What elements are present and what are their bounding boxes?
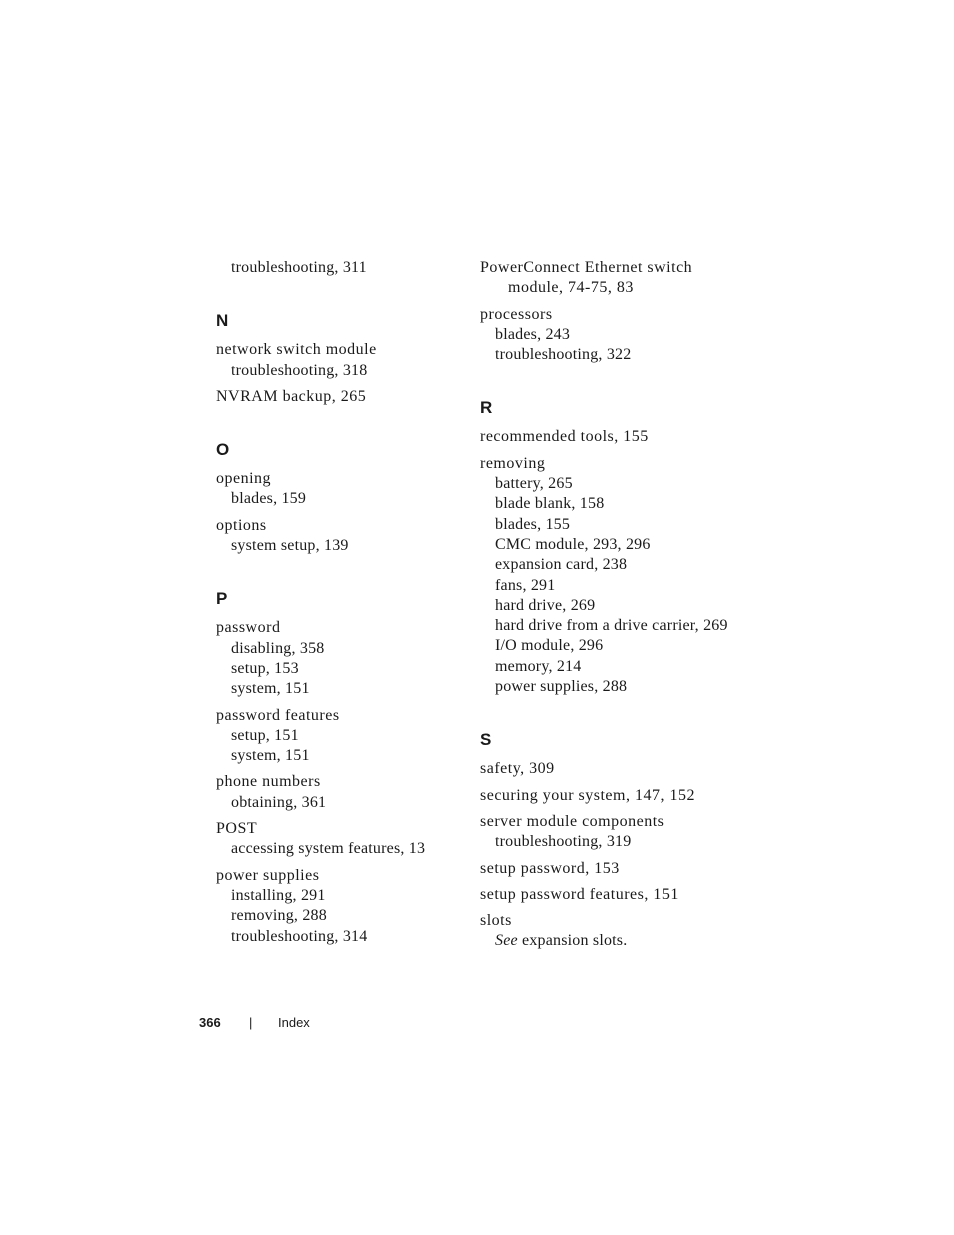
index-entry bbox=[216, 819, 456, 860]
index-entry bbox=[480, 812, 740, 853]
index-subentry: hard drive from a drive carrier, 269 bbox=[495, 617, 728, 635]
index-entry bbox=[480, 305, 740, 366]
index-entry bbox=[480, 911, 740, 952]
index-entry bbox=[480, 258, 740, 299]
see-target: expansion slots. bbox=[517, 932, 628, 950]
see-reference bbox=[480, 931, 740, 951]
index-term: network switch module bbox=[216, 341, 377, 359]
index-subentry: troubleshooting, 318 bbox=[231, 361, 368, 379]
index-entry bbox=[480, 454, 740, 698]
see-word: See bbox=[495, 932, 518, 950]
index-term: processors bbox=[480, 305, 553, 323]
index-subentry: troubleshooting, 314 bbox=[231, 927, 368, 945]
index-subentry: fans, 291 bbox=[495, 576, 556, 594]
index-subentry: blade blank, 158 bbox=[495, 495, 605, 513]
index-entry bbox=[216, 516, 456, 557]
index-term: phone numbers bbox=[216, 773, 321, 791]
page-footer bbox=[199, 1015, 310, 1030]
section-letter-n: N bbox=[216, 311, 229, 331]
index-entry bbox=[216, 866, 456, 947]
index-term: removing bbox=[480, 454, 546, 472]
index-subentry: blades, 243 bbox=[495, 325, 571, 343]
lead-block bbox=[216, 258, 456, 278]
index-subentry: CMC module, 293, 296 bbox=[495, 535, 651, 553]
index-term: recommended tools, 155 bbox=[480, 428, 649, 446]
index-term: setup password, 153 bbox=[480, 859, 620, 877]
index-subentry: I/O module, 296 bbox=[495, 637, 604, 655]
index-subentry: hard drive, 269 bbox=[495, 596, 596, 614]
index-term: power supplies bbox=[216, 866, 320, 884]
index-column-right bbox=[480, 258, 740, 952]
index-entry bbox=[480, 427, 740, 447]
index-term: NVRAM backup, 265 bbox=[216, 387, 367, 405]
index-term: POST bbox=[216, 820, 258, 838]
footer-separator: | bbox=[249, 1015, 253, 1030]
index-entry bbox=[480, 786, 740, 806]
index-entry bbox=[480, 859, 740, 879]
section-letter-o: O bbox=[216, 440, 230, 460]
index-entry bbox=[216, 469, 456, 510]
index-subentry: installing, 291 bbox=[231, 886, 326, 904]
index-subentry: removing, 288 bbox=[231, 907, 327, 925]
index-subentry: system, 151 bbox=[231, 680, 310, 698]
index-subentry: blades, 155 bbox=[495, 515, 571, 533]
section-letter-p: P bbox=[216, 589, 228, 609]
page-number: 366 bbox=[199, 1015, 221, 1030]
index-subentry: troubleshooting, 319 bbox=[495, 833, 632, 851]
index-entry bbox=[480, 759, 740, 779]
index-term: options bbox=[216, 516, 267, 534]
index-term: password bbox=[216, 619, 281, 637]
index-term: PowerConnect Ethernet switch bbox=[480, 259, 693, 276]
index-term-continuation: module, 74-75, 83 bbox=[508, 279, 634, 297]
section-letter-s: S bbox=[480, 730, 492, 750]
index-term: slots bbox=[480, 912, 512, 930]
index-subentry: troubleshooting, 322 bbox=[495, 346, 632, 364]
index-entry bbox=[480, 885, 740, 905]
index-entry bbox=[216, 618, 456, 699]
index-subentry: troubleshooting, 311 bbox=[231, 259, 367, 276]
index-subentry: setup, 153 bbox=[231, 659, 299, 677]
index-subentry: disabling, 358 bbox=[231, 639, 325, 657]
index-subentry: battery, 265 bbox=[495, 475, 573, 493]
index-column-left bbox=[216, 258, 456, 947]
index-subentry: system, 151 bbox=[231, 747, 310, 765]
index-subentry: obtaining, 361 bbox=[231, 793, 327, 811]
index-term: safety, 309 bbox=[480, 760, 555, 778]
index-entry bbox=[216, 706, 456, 767]
index-entry bbox=[216, 387, 456, 407]
index-subentry: setup, 151 bbox=[231, 726, 299, 744]
footer-section-title: Index bbox=[278, 1015, 310, 1030]
index-term: password features bbox=[216, 706, 340, 724]
index-subentry: system setup, 139 bbox=[231, 537, 349, 555]
index-term: server module components bbox=[480, 812, 665, 830]
index-subentry: expansion card, 238 bbox=[495, 556, 628, 574]
index-entry bbox=[216, 258, 456, 278]
section-letter-r: R bbox=[480, 398, 493, 418]
index-term: opening bbox=[216, 470, 272, 488]
index-term: securing your system, 147, 152 bbox=[480, 786, 695, 804]
index-subentry: power supplies, 288 bbox=[495, 678, 628, 696]
index-entry bbox=[216, 772, 456, 813]
index-subentry: accessing system features, 13 bbox=[231, 840, 426, 858]
index-subentry: memory, 214 bbox=[495, 657, 582, 675]
index-subentry: blades, 159 bbox=[231, 490, 307, 508]
index-term: setup password features, 151 bbox=[480, 885, 679, 903]
index-entry bbox=[216, 340, 456, 381]
